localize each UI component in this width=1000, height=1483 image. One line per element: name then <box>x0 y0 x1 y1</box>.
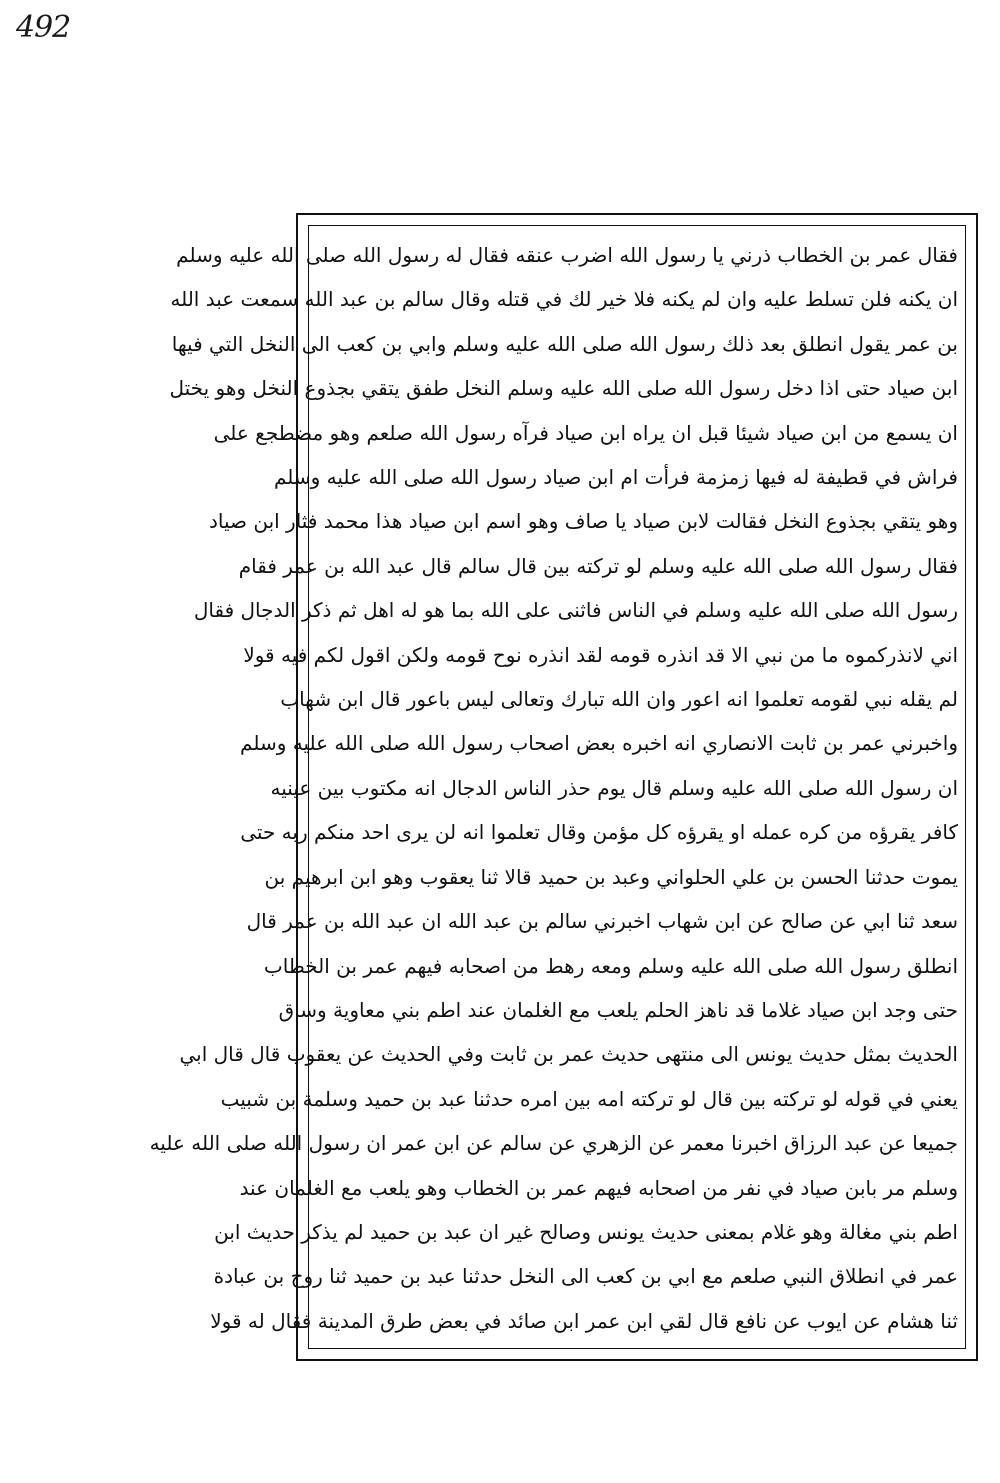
text-line: يعني في قوله لو تركته بين قال لو تركته امه بين امره حدثنا عبد بن حميد وسلمة بن شبيب <box>220 1086 958 1111</box>
text-line: بن عمر يقول انطلق بعد ذلك رسول الله صلى الله عليه وسلم وابي بن كعب الى النخل التي فيها <box>171 331 958 356</box>
text-line: ان يسمع من ابن صياد شيئا قبل ان يراه ابن صياد فرآه رسول الله صلعم وهو مضطجع على <box>213 420 958 445</box>
text-line: ثنا هشام عن ايوب عن نافع قال لقي ابن عمر ابن صائد في بعض طرق المدينة فقال له قولا <box>210 1308 958 1333</box>
text-line: فقال عمر بن الخطاب ذرني يا رسول الله اضرب عنقه فقال له رسول الله صلى الله عليه وسلم <box>176 243 958 267</box>
text-line: اطم بني مغالة وهو غلام بمعنى حديث يونس وصالح غير ان عبد بن حميد لم يذكر حديث ابن <box>214 1219 958 1244</box>
text-line: يموت حدثنا الحسن بن علي الحلواني وعبد بن حميد قالا ثنا يعقوب وهو ابن ابرهيم بن <box>264 864 958 889</box>
text-line: اني لانذركموه ما من نبي الا قد انذره قومه لقد انذره نوح قومه ولكن اقول لكم فيه قولا <box>243 642 958 667</box>
text-line: وسلم مر بابن صياد في نفر من اصحابه فيهم عمر بن الخطاب وهو يلعب مع الغلمان عند <box>239 1175 958 1200</box>
text-line: وهو يتقي بجذوع النخل فقالت لابن صياد يا صاف وهو اسم ابن صياد هذا محمد فثار ابن صياد <box>208 509 958 534</box>
page-number: 492 <box>16 10 71 45</box>
text-line: سعد ثنا ابي عن صالح عن ابن شهاب اخبرني سالم بن عبد الله ان عبد الله بن عمر قال <box>246 909 958 934</box>
text-line: رسول الله صلى الله عليه وسلم في الناس فاثنى على الله بما هو له اهل ثم ذكر الدجال فقال <box>193 598 958 623</box>
text-line: الحديث بمثل حديث يونس الى منتهى حديث عمر بن ثابت وفي الحديث عن يعقوب قال قال ابي <box>179 1042 958 1067</box>
text-line: ان يكنه فلن تسلط عليه وان لم يكنه فلا خير لك في قتله وقال سالم بن عبد الله سمعت عبد الله <box>170 287 958 312</box>
text-line: حتى وجد ابن صياد غلاما قد ناهز الحلم يلعب مع الغلمان عند اطم بني معاوية وساق <box>278 997 958 1022</box>
text-line: انطلق رسول الله صلى الله عليه وسلم ومعه رهط من اصحابه فيهم عمر بن الخطاب <box>263 953 958 978</box>
text-line: واخبرني عمر بن ثابت الانصاري انه اخبره بعض اصحاب رسول الله صلى الله عليه وسلم <box>240 731 958 756</box>
text-line: فراش في قطيفة له فيها زمزمة فرأت ام ابن صياد رسول الله صلى الله عليه وسلم <box>273 465 958 490</box>
text-line: ابن صياد حتى اذا دخل رسول الله صلى الله عليه وسلم النخل طفق يتقي بجذوع النخل وهو يختل <box>169 376 958 401</box>
text-line: كافر يقرؤه من كره عمله او يقرؤه كل مؤمن وقال تعلموا انه لن يرى احد منكم ربه حتى <box>240 820 958 845</box>
text-line: جميعا عن عبد الرزاق اخبرنا معمر عن الزهري عن سالم عن ابن عمر ان رسول الله صلى الله عليه <box>149 1131 958 1156</box>
text-line: فقال رسول الله صلى الله عليه وسلم لو تركته بين قال سالم قال عبد الله بن عمر فقام <box>238 553 958 578</box>
text-line: عمر في انطلاق النبي صلعم مع ابي بن كعب الى النخل حدثنا عبد بن حميد ثنا روح بن عبادة <box>213 1264 958 1289</box>
text-line: ان رسول الله صلى الله عليه وسلم قال يوم حذر الناس الدجال انه مكتوب بين عينيه <box>270 775 958 800</box>
manuscript-text-block <box>149 236 958 1340</box>
text-line: لم يقله نبي لقومه تعلموا انه اعور وان الله تبارك وتعالى ليس باعور قال ابن شهاب <box>280 687 958 712</box>
